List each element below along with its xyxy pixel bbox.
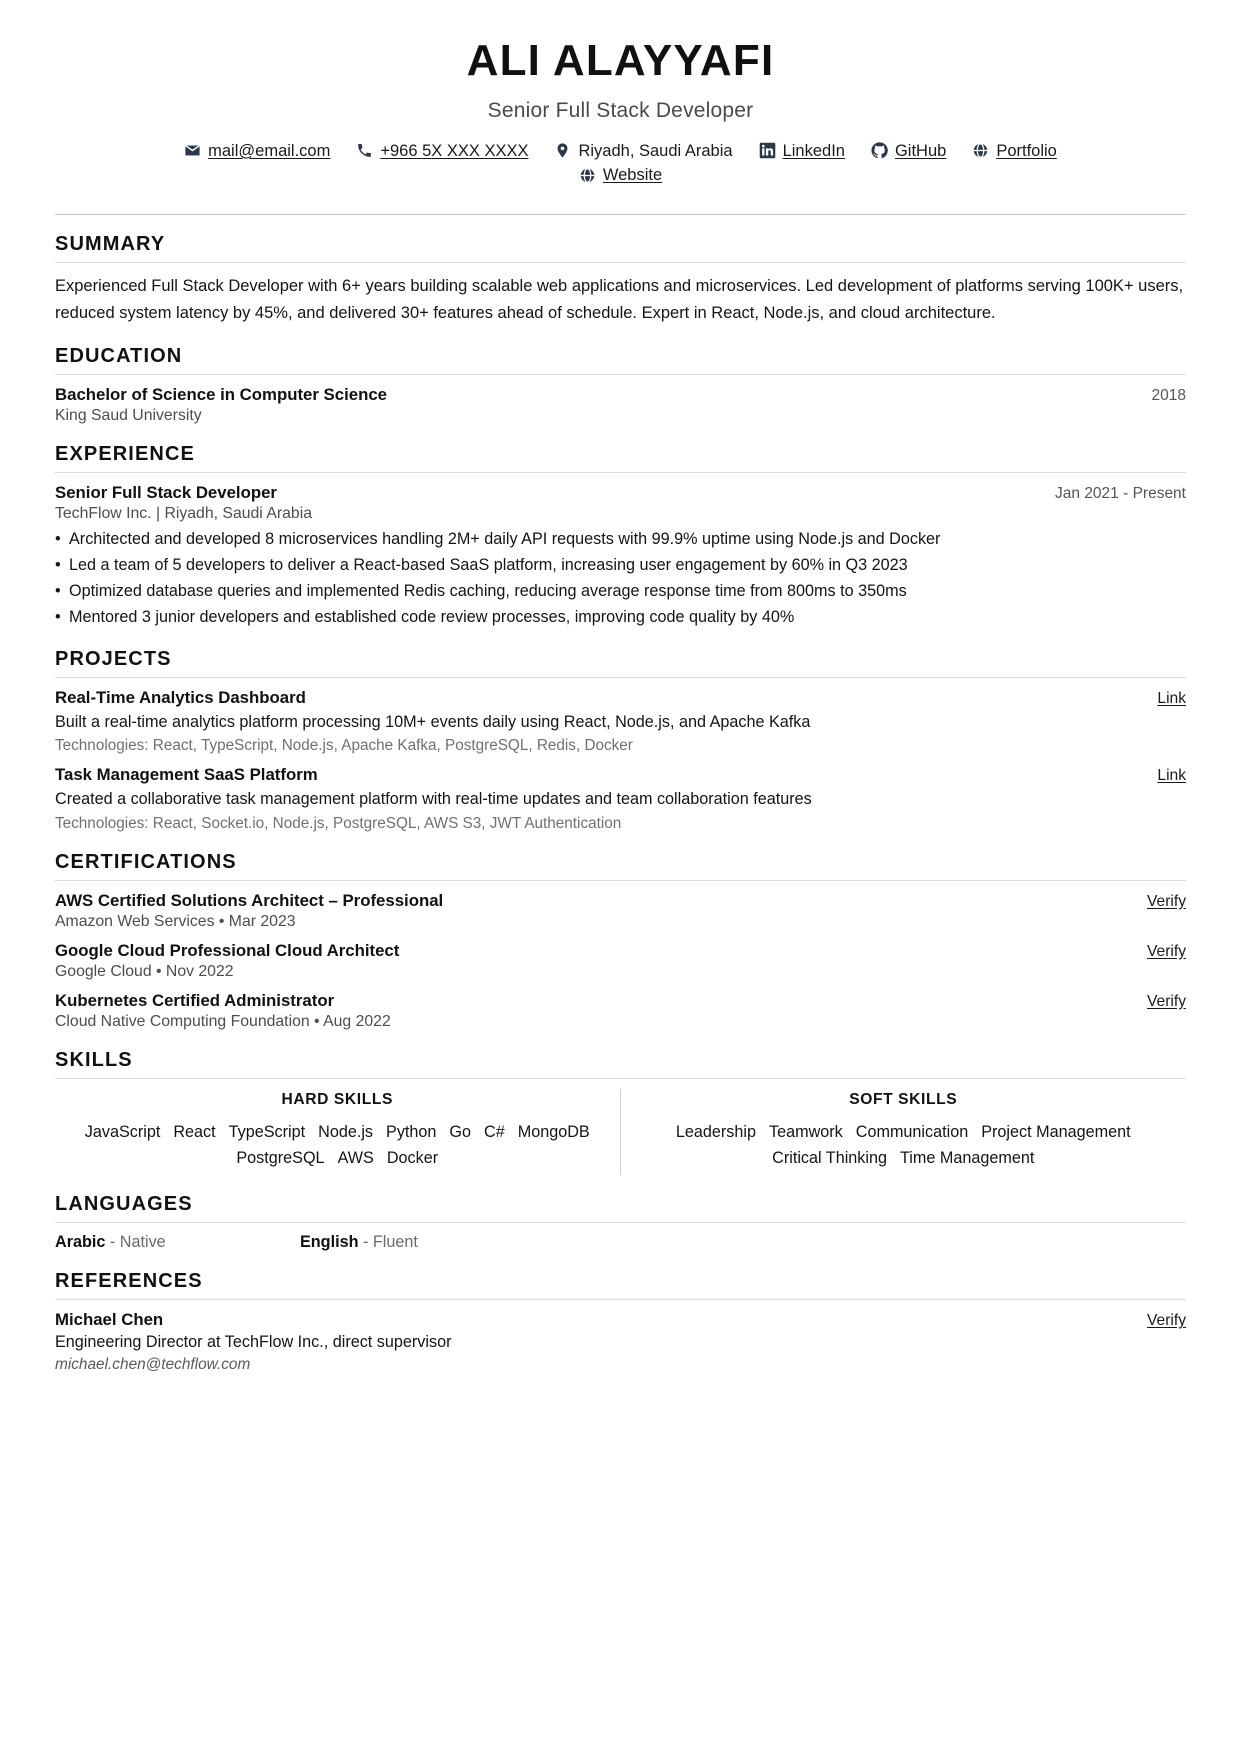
email-icon bbox=[184, 142, 201, 159]
certification-entry-head bbox=[55, 941, 1186, 961]
section-heading-experience: EXPERIENCE bbox=[55, 442, 195, 465]
section-education bbox=[55, 345, 1186, 425]
skills-columns bbox=[55, 1089, 1186, 1175]
education-entry bbox=[55, 385, 1186, 425]
project-entry bbox=[55, 688, 1186, 755]
linkedin-icon bbox=[759, 142, 776, 159]
header-divider bbox=[55, 214, 1186, 215]
location-pin-icon bbox=[554, 142, 571, 159]
skill-chip: AWS bbox=[337, 1148, 374, 1167]
section-languages bbox=[55, 1193, 1186, 1252]
project-link[interactable]: Link bbox=[1157, 767, 1186, 785]
skill-chip: JavaScript bbox=[84, 1122, 161, 1141]
language-name: Arabic bbox=[55, 1233, 106, 1252]
contact-info bbox=[55, 139, 1186, 189]
language-level: - Fluent bbox=[362, 1233, 418, 1252]
contact-github-label: GitHub bbox=[894, 141, 947, 160]
section-divider bbox=[55, 1078, 1186, 1079]
section-divider bbox=[55, 472, 1186, 473]
section-heading-references: REFERENCES bbox=[55, 1270, 203, 1293]
skill-chip: Node.js bbox=[318, 1122, 374, 1141]
certification-issuer: Amazon Web Services • Mar 2023 bbox=[55, 912, 296, 930]
contact-phone[interactable] bbox=[356, 139, 528, 164]
contact-portfolio-label: Portfolio bbox=[996, 141, 1057, 160]
certification-issuer: Cloud Native Computing Foundation • Aug 2022 bbox=[55, 1012, 391, 1030]
hard-skills-column bbox=[55, 1089, 621, 1175]
reference-entry-head bbox=[55, 1310, 1186, 1330]
contact-linkedin-label: LinkedIn bbox=[782, 141, 845, 160]
globe-icon bbox=[579, 167, 596, 184]
skill-chip: Time Management bbox=[900, 1148, 1035, 1167]
project-entry-head bbox=[55, 765, 1186, 785]
certification-verify-link[interactable]: Verify bbox=[1147, 992, 1186, 1010]
section-projects bbox=[55, 648, 1186, 833]
contact-portfolio[interactable] bbox=[972, 139, 1057, 164]
contact-linkedin[interactable] bbox=[759, 139, 845, 164]
soft-skills-column bbox=[621, 1089, 1187, 1175]
section-references bbox=[55, 1270, 1186, 1374]
contact-email-label: mail@email.com bbox=[208, 141, 331, 160]
project-description: Created a collaborative task management platform with real-time updates and team collaboration features bbox=[55, 790, 812, 809]
project-entry-head bbox=[55, 688, 1186, 708]
experience-bullets bbox=[55, 527, 1186, 630]
project-link[interactable]: Link bbox=[1157, 689, 1186, 707]
reference-email: michael.chen@techflow.com bbox=[55, 1356, 251, 1374]
contact-website[interactable] bbox=[579, 163, 662, 188]
skill-chip: Communication bbox=[855, 1122, 969, 1141]
section-summary bbox=[55, 233, 1186, 326]
project-description: Built a real-time analytics platform processing 10M+ events daily using React, Node.js, and Apache Kafka bbox=[55, 712, 811, 731]
skill-chip: MongoDB bbox=[517, 1122, 590, 1141]
section-heading-education: EDUCATION bbox=[55, 344, 183, 367]
certification-name: Google Cloud Professional Cloud Architect bbox=[55, 940, 400, 960]
education-school: King Saud University bbox=[55, 406, 202, 424]
skill-chip: TypeScript bbox=[228, 1122, 306, 1141]
section-heading-skills: SKILLS bbox=[55, 1048, 133, 1071]
contact-website-label: Website bbox=[602, 166, 663, 185]
reference-entry bbox=[55, 1310, 1186, 1374]
section-heading-summary: SUMMARY bbox=[55, 233, 166, 256]
section-skills bbox=[55, 1049, 1186, 1175]
reference-verify-link[interactable]: Verify bbox=[1147, 1312, 1186, 1330]
certification-entry bbox=[55, 891, 1186, 931]
skill-chip: Go bbox=[449, 1122, 472, 1141]
certification-entry bbox=[55, 991, 1186, 1031]
skill-chip: C# bbox=[484, 1122, 505, 1141]
skill-chip: Leadership bbox=[675, 1122, 756, 1141]
certification-entry-head bbox=[55, 991, 1186, 1011]
hard-skills-list bbox=[65, 1119, 610, 1171]
section-heading-languages: LANGUAGES bbox=[55, 1193, 193, 1216]
github-icon bbox=[871, 142, 888, 159]
experience-company: TechFlow Inc. | Riyadh, Saudi Arabia bbox=[55, 504, 312, 522]
section-heading-certifications: CERTIFICATIONS bbox=[55, 850, 237, 873]
section-divider bbox=[55, 374, 1186, 375]
certification-verify-link[interactable]: Verify bbox=[1147, 942, 1186, 960]
experience-dates: Jan 2021 - Present bbox=[1055, 484, 1186, 502]
section-certifications bbox=[55, 851, 1186, 1031]
list-item: • Architected and developed 8 microservices handling 2M+ daily API requests with 99.9% uptime using Node.js and Docker bbox=[55, 527, 1186, 552]
project-entry bbox=[55, 765, 1186, 832]
language-item bbox=[300, 1233, 545, 1252]
certification-issuer: Google Cloud • Nov 2022 bbox=[55, 962, 234, 980]
reference-name: Michael Chen bbox=[55, 1310, 164, 1330]
list-item: • Led a team of 5 developers to deliver a React-based SaaS platform, increasing user engagement by 60% in Q3 2023 bbox=[55, 553, 1186, 578]
skill-chip: Teamwork bbox=[769, 1122, 843, 1141]
contact-row-secondary bbox=[55, 163, 1186, 188]
contact-row-primary bbox=[55, 139, 1186, 164]
certification-name: Kubernetes Certified Administrator bbox=[55, 990, 335, 1010]
section-heading-projects: PROJECTS bbox=[55, 647, 172, 670]
soft-skills-list bbox=[631, 1119, 1177, 1171]
project-technologies: Technologies: React, Socket.io, Node.js, PostgreSQL, AWS S3, JWT Authentication bbox=[55, 814, 622, 832]
skill-chip: Critical Thinking bbox=[772, 1148, 887, 1167]
skill-chip: PostgreSQL bbox=[236, 1148, 325, 1167]
soft-skills-heading: SOFT SKILLS bbox=[849, 1090, 958, 1108]
language-name: English bbox=[300, 1233, 359, 1252]
section-divider bbox=[55, 1299, 1186, 1300]
page-title: ALI ALAYYAFI bbox=[466, 36, 775, 85]
contact-email[interactable] bbox=[184, 139, 330, 164]
project-name: Task Management SaaS Platform bbox=[55, 765, 318, 785]
contact-github[interactable] bbox=[871, 139, 946, 164]
certification-entry bbox=[55, 941, 1186, 981]
section-divider bbox=[55, 677, 1186, 678]
section-experience bbox=[55, 443, 1186, 630]
phone-icon bbox=[356, 142, 373, 159]
certification-name: AWS Certified Solutions Architect – Professional bbox=[55, 890, 444, 910]
experience-role: Senior Full Stack Developer bbox=[55, 482, 277, 502]
contact-location bbox=[554, 139, 732, 164]
experience-entry-head bbox=[55, 483, 1186, 503]
education-entry-head bbox=[55, 385, 1186, 405]
contact-phone-label: +966 5X XXX XXXX bbox=[380, 141, 529, 160]
reference-role: Engineering Director at TechFlow Inc., direct supervisor bbox=[55, 1333, 452, 1352]
project-technologies: Technologies: React, TypeScript, Node.js, Apache Kafka, PostgreSQL, Redis, Docker bbox=[55, 737, 633, 755]
certification-verify-link[interactable]: Verify bbox=[1147, 892, 1186, 910]
job-title-subtitle: Senior Full Stack Developer bbox=[487, 98, 754, 122]
section-divider bbox=[55, 1222, 1186, 1223]
section-divider bbox=[55, 880, 1186, 881]
experience-entry bbox=[55, 483, 1186, 630]
education-year: 2018 bbox=[1151, 386, 1186, 404]
languages-row bbox=[55, 1233, 1186, 1252]
resume-header bbox=[55, 36, 1186, 215]
hard-skills-heading: HARD SKILLS bbox=[281, 1090, 393, 1108]
language-level: - Native bbox=[109, 1233, 166, 1252]
skill-chip: Project Management bbox=[981, 1122, 1131, 1141]
language-item bbox=[55, 1233, 300, 1252]
skill-chip: React bbox=[173, 1122, 216, 1141]
skill-chip: Docker bbox=[386, 1148, 439, 1167]
skill-chip: Python bbox=[386, 1122, 437, 1141]
list-item: • Optimized database queries and implemented Redis caching, reducing average response time from 800ms to 350ms bbox=[55, 579, 1186, 604]
section-divider bbox=[55, 262, 1186, 263]
list-item: • Mentored 3 junior developers and established code review processes, improving code quality by 40% bbox=[55, 605, 1186, 630]
summary-text: Experienced Full Stack Developer with 6+ years building scalable web applications and microservices. Led development of platforms serving 100K+ users, reduced system latency by 45%, and delivered 30+ features ahead of schedule. Expert in React, Node.js, and cloud architecture. bbox=[55, 277, 1184, 322]
globe-icon bbox=[972, 142, 989, 159]
project-name: Real-Time Analytics Dashboard bbox=[55, 687, 306, 707]
certification-entry-head bbox=[55, 891, 1186, 911]
education-degree: Bachelor of Science in Computer Science bbox=[55, 384, 387, 404]
contact-location-label: Riyadh, Saudi Arabia bbox=[578, 141, 733, 160]
